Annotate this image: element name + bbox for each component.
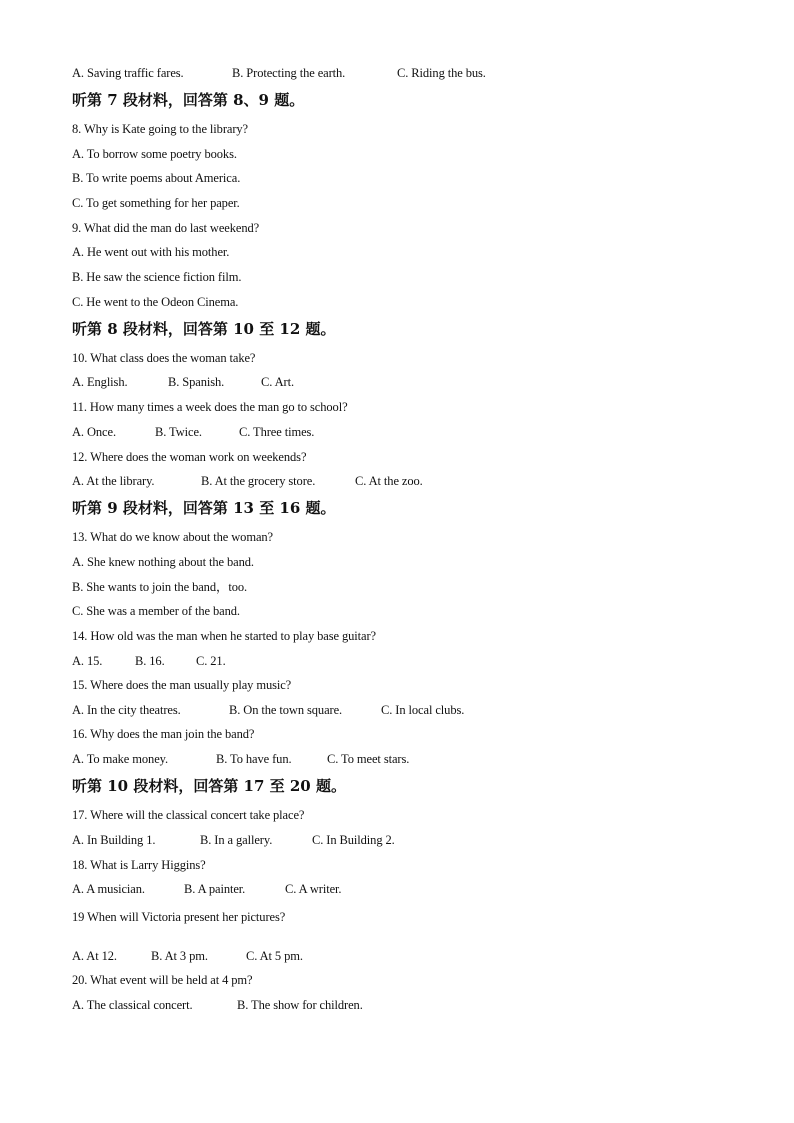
answer-option: A. To borrow some poetry books. bbox=[72, 147, 237, 161]
answer-option: B. At 3 pm. bbox=[151, 949, 208, 963]
answer-option: C. Riding the bus. bbox=[397, 66, 486, 80]
answer-option: A. In the city theatres. bbox=[72, 703, 181, 717]
answer-option: A. 15. bbox=[72, 654, 103, 668]
answer-option: B. Spanish. bbox=[168, 375, 225, 389]
answer-option: A. Once. bbox=[72, 425, 116, 439]
answer-option: A. At 12. bbox=[72, 949, 117, 963]
answer-option: B. 16. bbox=[135, 654, 165, 668]
answer-option: A. She knew nothing about the band. bbox=[72, 555, 254, 569]
question-text: 18. What is Larry Higgins? bbox=[72, 858, 206, 872]
answer-option: A. At the library. bbox=[72, 474, 155, 488]
answer-option: C. He went to the Odeon Cinema. bbox=[72, 295, 239, 309]
answer-option: C. 21. bbox=[196, 654, 226, 668]
section-heading: 听第 7 段材料，回答第 8、9 题。 bbox=[72, 91, 305, 109]
question-text: 19 When will Victoria present her pictures? bbox=[72, 910, 286, 924]
answer-option: B. At the grocery store. bbox=[201, 474, 316, 488]
section-heading: 听第 10 段材料，回答第 17 至 20 题。 bbox=[72, 777, 346, 795]
answer-option: C. To get something for her paper. bbox=[72, 196, 240, 210]
answer-option: B. The show for children. bbox=[237, 998, 363, 1012]
section-heading: 听第 8 段材料，回答第 10 至 12 题。 bbox=[72, 320, 336, 338]
question-text: 14. How old was the man when he started to play base guitar? bbox=[72, 629, 376, 643]
question-text: 20. What event will be held at 4 pm? bbox=[72, 973, 253, 987]
question-text: 9. What did the man do last weekend? bbox=[72, 221, 260, 235]
answer-option: C. At the zoo. bbox=[355, 474, 423, 488]
answer-option: A. To make money. bbox=[72, 752, 169, 766]
answer-option: B. In a gallery. bbox=[200, 833, 273, 847]
question-text: 15. Where does the man usually play music? bbox=[72, 678, 292, 692]
answer-option: A. Saving traffic fares. bbox=[72, 66, 184, 80]
answer-option: B. Twice. bbox=[155, 425, 202, 439]
question-text: 10. What class does the woman take? bbox=[72, 351, 256, 365]
question-text: 13. What do we know about the woman? bbox=[72, 530, 273, 544]
answer-option: A. In Building 1. bbox=[72, 833, 156, 847]
answer-option: C. A writer. bbox=[285, 882, 342, 896]
answer-option: B. He saw the science fiction film. bbox=[72, 270, 242, 284]
answer-option: B. To have fun. bbox=[216, 752, 292, 766]
question-text: 16. Why does the man join the band? bbox=[72, 727, 255, 741]
question-text: 12. Where does the woman work on weekends? bbox=[72, 450, 307, 464]
answer-option: A. A musician. bbox=[72, 882, 145, 896]
answer-option: C. To meet stars. bbox=[327, 752, 410, 766]
question-text: 11. How many times a week does the man go to school? bbox=[72, 400, 348, 414]
answer-option: B. A painter. bbox=[184, 882, 246, 896]
answer-option: B. She wants to join the band，too. bbox=[72, 580, 248, 594]
answer-option: A. English. bbox=[72, 375, 128, 389]
answer-option: A. He went out with his mother. bbox=[72, 245, 230, 259]
answer-option: C. In local clubs. bbox=[381, 703, 465, 717]
answer-option: B. On the town square. bbox=[229, 703, 343, 717]
answer-option: C. She was a member of the band. bbox=[72, 604, 240, 618]
answer-option: C. Art. bbox=[261, 375, 294, 389]
section-heading: 听第 9 段材料，回答第 13 至 16 题。 bbox=[72, 499, 336, 517]
answer-option: B. To write poems about America. bbox=[72, 171, 241, 185]
answer-option: C. In Building 2. bbox=[312, 833, 395, 847]
answer-option: A. The classical concert. bbox=[72, 998, 193, 1012]
answer-option: C. Three times. bbox=[239, 425, 315, 439]
answer-option: B. Protecting the earth. bbox=[232, 66, 346, 80]
question-text: 8. Why is Kate going to the library? bbox=[72, 122, 248, 136]
question-text: 17. Where will the classical concert take place? bbox=[72, 808, 305, 822]
answer-option: C. At 5 pm. bbox=[246, 949, 303, 963]
